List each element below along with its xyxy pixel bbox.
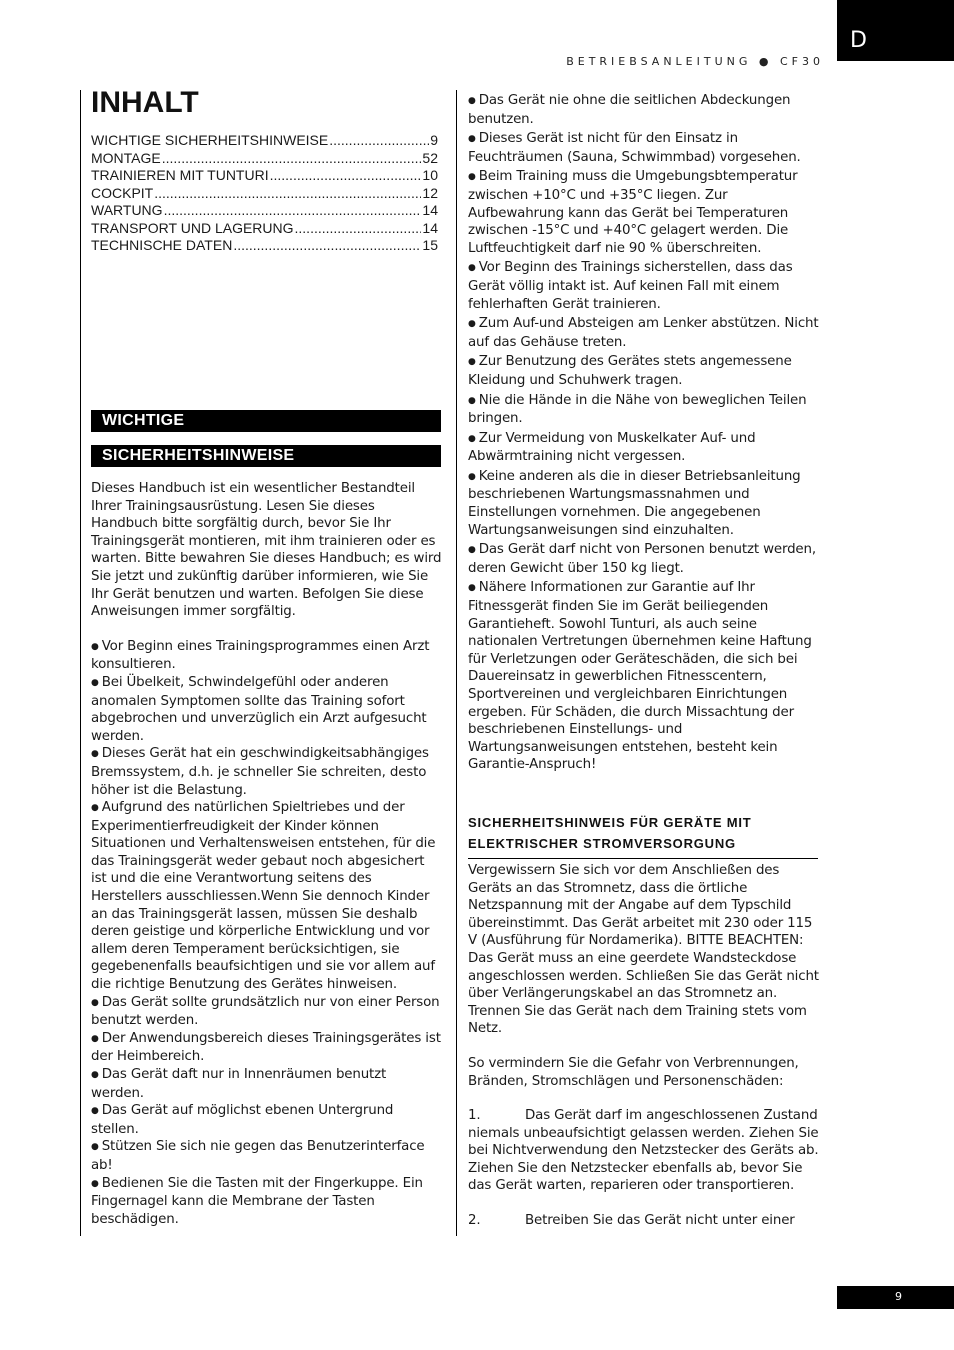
list-item: ● Zur Vermeidung von Muskelkater Auf- und Abwärmtraining nicht vergessen. xyxy=(468,430,756,465)
bullet-icon: ● xyxy=(468,172,476,183)
list-item: ● Das Gerät auf möglichst ebenen Untergrund stellen. xyxy=(91,1103,394,1137)
list-item: ● Das Gerät darf nicht von Personen benutzt werden, deren Gewicht über 150 kg liegt. xyxy=(468,542,816,576)
electrical-heading-rule xyxy=(468,858,818,859)
language-tab xyxy=(837,0,954,61)
bullet-icon: ● xyxy=(468,319,476,330)
table-of-contents xyxy=(91,86,441,255)
toc-entry[interactable]: TRAINIEREN MIT TUNTURI ..... 10 xyxy=(91,167,438,185)
bullet-icon: ● xyxy=(91,997,99,1008)
bullet-icon: ● xyxy=(91,1178,99,1189)
numbered-item: 2. Betreiben Sie das Gerät nicht unter einer xyxy=(468,1213,795,1229)
toc-entry[interactable]: TRANSPORT UND LAGERUNG ..... 14 xyxy=(91,220,438,238)
list-item: ● Das Gerät sollte grundsätzlich nur von einer Person benutzt werden. xyxy=(91,994,440,1029)
bullet-icon: ● xyxy=(468,545,476,556)
toc-entry[interactable]: WARTUNG ..... 14 xyxy=(91,202,438,220)
list-item: ● Vor Beginn des Trainings sicherstellen, dass das Gerät völlig intakt ist. Auf keinen Fall mit einem fehlerhaften Gerät trainieren. xyxy=(468,260,793,312)
bullet-icon: ● xyxy=(91,803,99,814)
bullet-icon: ● xyxy=(91,749,99,760)
safety-heading-line2: SICHERHEITSHINWEISE xyxy=(91,445,441,467)
list-item: ● Zum Auf-und Absteigen am Lenker abstützen. Nicht auf das Gehäuse treten. xyxy=(468,316,819,350)
bullet-icon: ● xyxy=(91,1033,99,1044)
electrical-paragraph: So vermindern Sie die Gefahr von Verbrennungen, Bränden, Stromschlägen und Personenschäden: xyxy=(468,1055,799,1089)
electrical-heading xyxy=(468,812,820,854)
list-item: ● Nähere Informationen zur Garantie auf Ihr Fitnessgerät finden Sie im Gerät beiliegenden Garantieheft. Sowohl Tunturi, als auch seine nationalen Vertretungen übernehmen keine Haftung für Verletzungen oder Geräteschäden, die sich bei Dauereinsatz in gewerblichen Fitnesscentern, Sportvereinen und vergleichbaren Einrichtungen ergeben. Für Schäden, die durch Missachtung der beschriebenen Einstellungs- und Wartungsanweisungen entstehen, besteht kein Garantie-Anspruch! xyxy=(468,580,812,773)
bullet-icon: ● xyxy=(468,134,476,145)
list-item: ● Bei Übelkeit, Schwindelgefühl oder anderen anomalen Symptomen sollte das Training sofort abgebrochen und unverzüglich ein Arzt aufgesucht werden. xyxy=(91,674,427,744)
bullet-icon: ● xyxy=(91,677,99,688)
toc-entry[interactable]: MONTAGE ..... 52 xyxy=(91,150,438,168)
safety-heading-line1: WICHTIGE xyxy=(91,410,441,432)
toc-entry[interactable]: COCKPIT ..... 12 xyxy=(91,185,438,203)
list-item: ● Der Anwendungsbereich dieses Trainingsgerätes ist der Heimbereich. xyxy=(91,1030,441,1065)
toc-entry[interactable]: TECHNISCHE DATEN ..... 15 xyxy=(91,237,438,255)
bullet-icon: ● xyxy=(91,1106,99,1117)
list-item: ● Keine anderen als die in dieser Betriebsanleitung beschriebenen Wartungsmassnahmen und Einstellungen vornehmen. Die angegebenen Wartungsanweisungen sind einzuhalten. xyxy=(468,468,801,538)
toc-entry[interactable]: WICHTIGE SICHERHEITSHINWEISE ..... 9 xyxy=(91,132,438,150)
list-item: ● Bedienen Sie die Tasten mit der Fingerkuppe. Ein Fingernagel kann die Membrane der Tasten beschädigen. xyxy=(91,1175,423,1227)
bullet-icon: ● xyxy=(91,1142,99,1153)
bullet-icon: ● xyxy=(468,96,476,106)
list-item: ● Aufgrund des natürlichen Spieltriebes und der Experimentierfreudigkeit der Kinder können Situationen und Verhaltensweisen entstehen, für die das Trainingsgerät weder gebaut noch abgesichert ist und die eine Verantwortung seitens des Herstellers ausschliessen.Wenn Sie dennoch Kinder an das Trainingsgerät lassen, müssen Sie deshalb deren geistige und körperliche Entwicklung und vor allem deren Temperament berücksichtigen, sie gegebenenfalls beaufsichtigen und sie vor allem auf die richtige Benutzung des Gerätes hinweisen. xyxy=(91,800,436,993)
right-column xyxy=(468,92,820,1247)
list-item: ● Dieses Gerät ist nicht für den Einsatz in Feuchträumen (Sauna, Schwimmbad) vorgesehen. xyxy=(468,131,801,165)
list-item: ● Dieses Gerät hat ein geschwindigkeitsabhängiges Bremssystem, d.h. je schneller Sie schreiten, desto höher ist die Belastung. xyxy=(91,746,429,798)
bullet-icon: ● xyxy=(91,1070,99,1080)
list-item: ● Vor Beginn eines Trainingsprogrammes einen Arzt konsultieren. xyxy=(91,638,430,673)
bullet-icon: ● xyxy=(468,471,476,482)
bullet-icon: ● xyxy=(468,263,476,274)
bullet-icon: ● xyxy=(468,583,476,594)
safety-intro: Dieses Handbuch ist ein wesentlicher Bestandteil Ihrer Trainingsausrüstung. Lesen Sie dieses Handbuch bitte sorgfältig durch, bevor Sie Ihr Trainingsgerät montieren, mit ihm trainieren oder es warten. Bitte bewahren Sie dieses Handbuch; es wird Sie jetzt und zukünftig darüber informieren, wie Sie Ihr Gerät benutzen und warten. Befolgen Sie diese Anweisungen immer sorgfältig. xyxy=(91,481,442,620)
electrical-paragraph: Vergewissern Sie sich vor dem Anschließen des Geräts an das Stromnetz, dass die örtliche Netzspannung mit der Angabe auf dem Typschild übereinstimmt. Das Gerät arbeitet mit 230 oder 115 V (Ausführung für Nordamerika). BITTE BEACHTEN: Das Gerät muss an eine geerdete Wandsteckdose angeschlossen werden. Schließen Sie das Gerät nicht über Verlängerungskabel an das Stromnetz an. Trennen Sie das Gerät nach dem Training stets vom Netz. xyxy=(468,862,819,1037)
toc-title: INHALT xyxy=(91,86,199,119)
bullet-icon: ● xyxy=(468,433,476,444)
left-column-rule xyxy=(80,90,81,1236)
safety-left-column xyxy=(91,480,443,1228)
bullet-icon: ● xyxy=(468,357,476,368)
middle-column-rule xyxy=(456,90,457,1236)
electrical-heading-line2: ELEKTRISCHER STROMVERSORGUNG xyxy=(468,835,736,851)
bullet-icon: ● xyxy=(468,395,476,406)
list-item: ● Beim Training muss die Umgebungsbtemperatur zwischen +10°C und +35°C liegen. Zur Aufbewahrung kann das Gerät bei Temperaturen zwischen -15°C und +40°C gelagert werden. Die Luftfeuchtigkeit darf nie 90 % überschreiten. xyxy=(468,169,798,256)
list-item: ● Zur Benutzung des Gerätes stets angemessene Kleidung und Schuhwerk tragen. xyxy=(468,354,792,388)
list-item: ● Stützen Sie sich nie gegen das Benutzerinterface ab! xyxy=(91,1139,425,1173)
electrical-heading-line1: SICHERHEITSHINWEIS FÜR GERÄTE MIT xyxy=(468,814,752,830)
list-item: ● Nie die Hände in die Nähe von beweglichen Teilen bringen. xyxy=(468,392,807,427)
running-head: BETRIEBSANLEITUNG ● CF30 xyxy=(566,55,824,68)
language-label: D xyxy=(850,28,867,53)
bullet-icon: ● xyxy=(91,641,99,652)
list-item: ● Das Gerät nie ohne die seitlichen Abdeckungen benutzen. xyxy=(468,93,791,127)
page-number: 9 xyxy=(837,1286,954,1309)
numbered-item: 1. Das Gerät darf im angeschlossenen Zustand niemals unbeaufsichtigt gelassen werden. Ziehen Sie bei Nichtverwendung den Netzstecker des Geräts ab. Ziehen Sie den Netzstecker ebenfalls ab, bevor Sie das Gerät warten, reparieren oder transportieren. xyxy=(468,1108,819,1194)
list-item: ● Das Gerät daft nur in Innenräumen benutzt werden. xyxy=(91,1067,387,1101)
